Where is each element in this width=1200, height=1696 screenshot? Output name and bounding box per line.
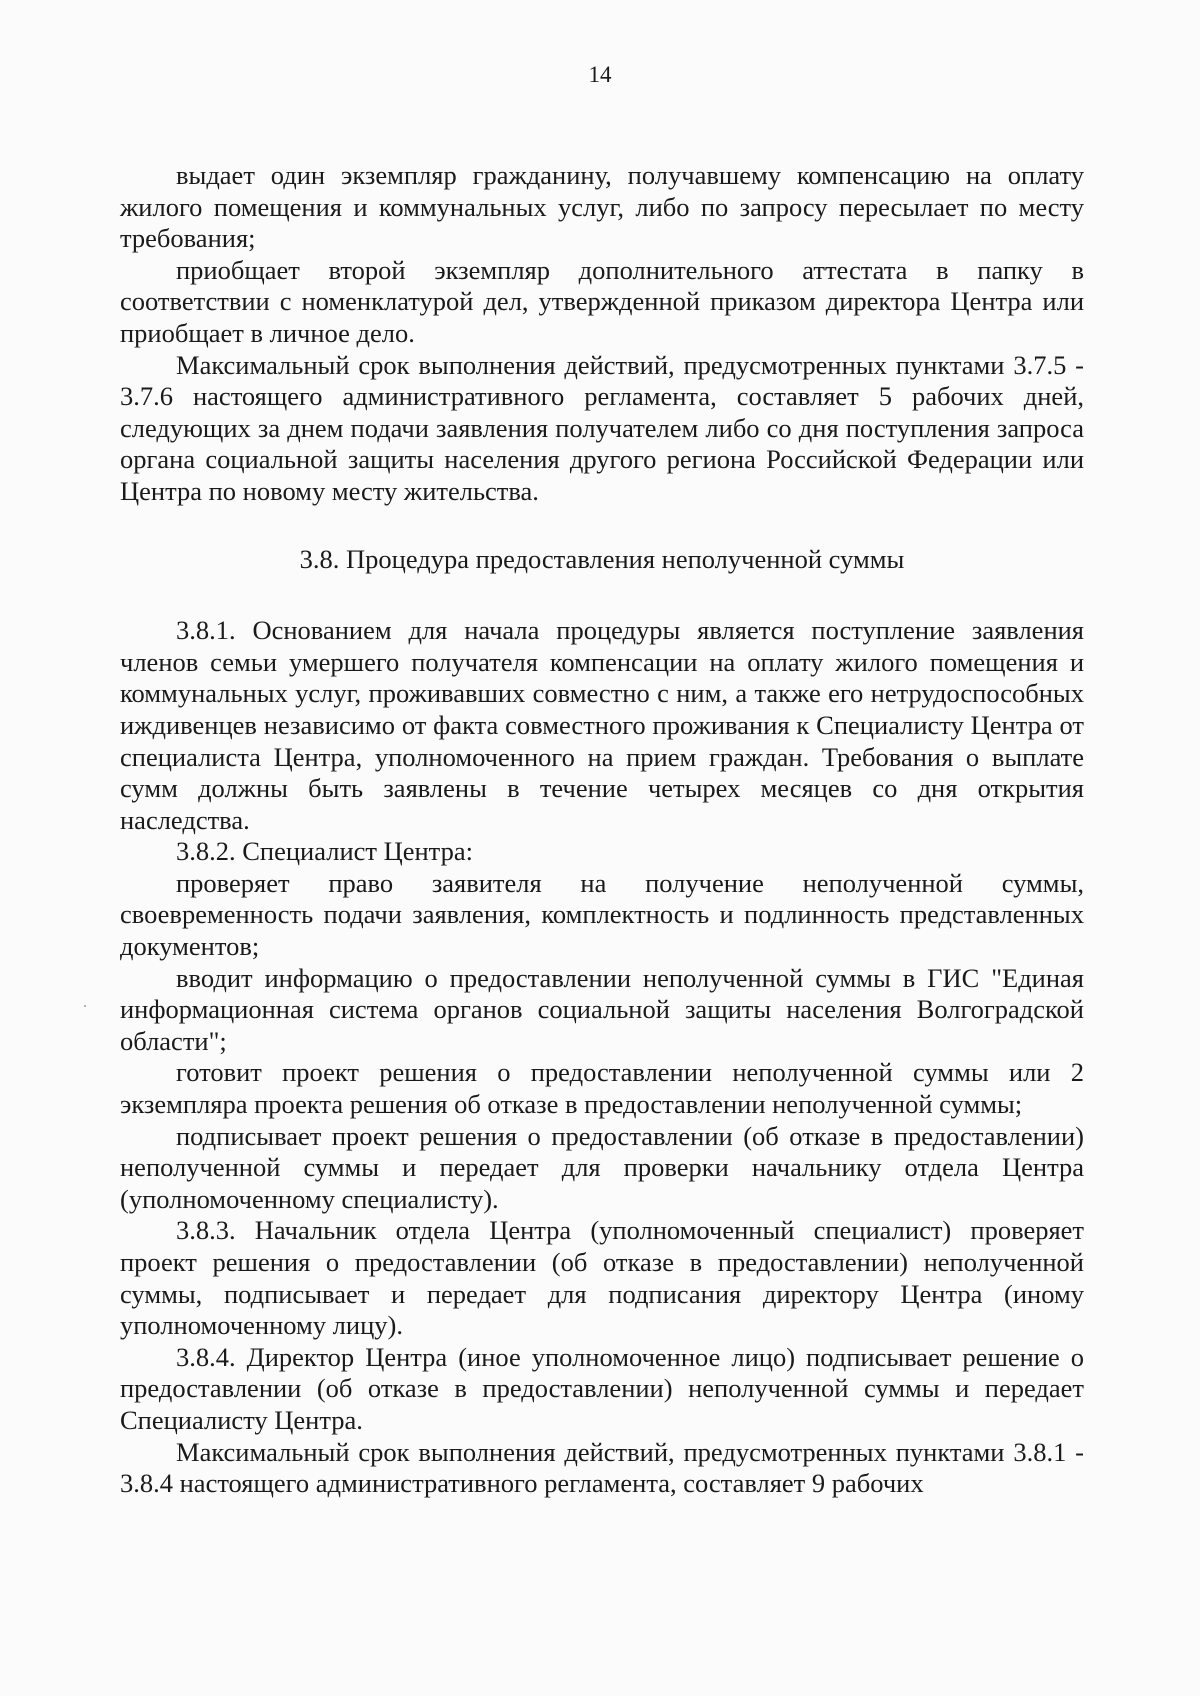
paragraph-3-8-2: 3.8.2. Специалист Центра: xyxy=(176,836,473,867)
paragraph-prepares-draft: готовит проект решения о предоставлении неполученной суммы или 2 экземпляра проекта решения об отказе в предоставлении неполученной суммы; xyxy=(120,1057,1084,1120)
scan-speck xyxy=(84,1005,86,1007)
paragraph-attach-copy: приобщает второй экземпляр дополнительного аттестата в папку в соответствии с номенклатурой дел, утвержденной приказом директора Центра или приобщает в личное дело. xyxy=(120,254,1084,348)
section-heading: 3.8. Процедура предоставления неполученной суммы xyxy=(299,543,905,574)
paragraph-3-8-4: 3.8.4. Директор Центра (иное уполномоченное лицо) подписывает решение о предоставлении (об отказе в предоставлении) неполученной суммы и передает Специалисту Центра. xyxy=(120,1341,1084,1435)
document-body xyxy=(120,160,1084,1500)
paragraph-signs-draft: подписывает проект решения о предоставлении (об отказе в предоставлении) неполученной суммы и передает для проверки начальнику отдела Центра (уполномоченному специалисту). xyxy=(120,1120,1084,1214)
paragraph-enters-info: вводит информацию о предоставлении неполученной суммы в ГИС "Единая информационная система органов социальной защиты населения Волгоградской области"; xyxy=(120,962,1084,1056)
paragraph-deadline-3-7: Максимальный срок выполнения действий, предусмотренных пунктами 3.7.5 - 3.7.6 настоящего административного регламента, составляет 5 рабочих дней, следующих за днем подачи заявления получателем либо со дня поступления запроса органа социальной защиты населения другого региона Российской Федерации или Центра по новому месту жительства. xyxy=(120,349,1084,506)
page-number: 14 xyxy=(588,62,612,87)
paragraph-checks-rights: проверяет право заявителя на получение неполученной суммы, своевременность подачи заявления, комплектность и подлинность представленных документов; xyxy=(120,867,1084,962)
paragraph-deadline-3-8: Максимальный срок выполнения действий, предусмотренных пунктами 3.8.1 - 3.8.4 настоящего административного регламента, составляет 9 рабочих xyxy=(120,1436,1084,1499)
paragraph-3-8-3: 3.8.3. Начальник отдела Центра (уполномоченный специалист) проверяет проект решения о предоставлении (об отказе в предоставлении) неполученной суммы, подписывает и передает для подписания директору Центра (иному уполномоченному лицу). xyxy=(120,1215,1084,1341)
paragraph-issue-copy: выдает один экземпляр гражданину, получавшему компенсацию на оплату жилого помещения и коммунальных услуг, либо по запросу пересылает по месту требования; xyxy=(120,160,1084,254)
paragraph-3-8-1: 3.8.1. Основанием для начала процедуры является поступление заявления членов семьи умершего получателя компенсации на оплату жилого помещения и коммунальных услуг, проживавших совместно с ним, а также его нетрудоспособных иждивенцев независимо от факта совместного проживания к Специалисту Центра от специалиста Центра, уполномоченного на прием граждан. Требования о выплате сумм должны быть заявлены в течение четырех месяцев со дня открытия наследства. xyxy=(120,615,1084,835)
